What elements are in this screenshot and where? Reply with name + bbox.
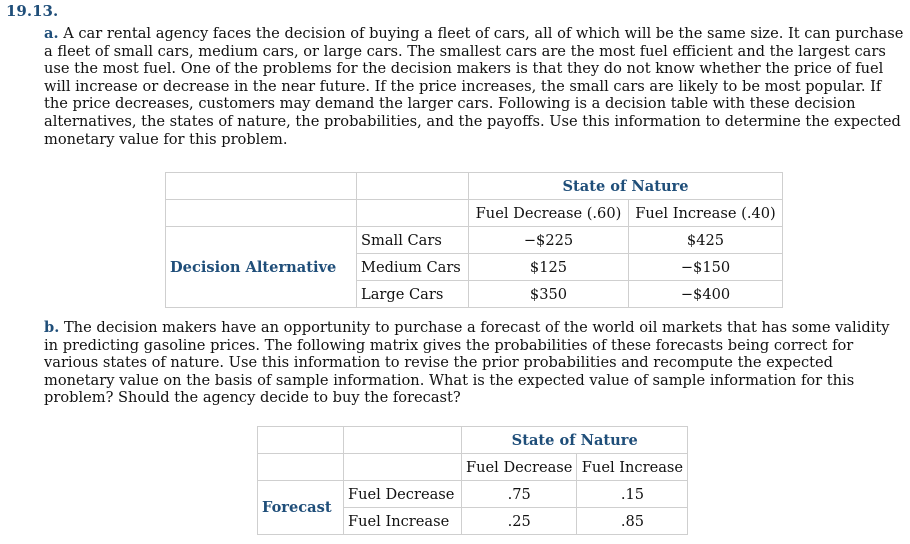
empty-cell bbox=[357, 173, 469, 200]
decision-alternative-header: Decision Alternative bbox=[166, 227, 357, 308]
probability-cell: .75 bbox=[462, 481, 577, 508]
forecast-header: Forecast bbox=[258, 481, 344, 535]
state-of-nature-header: State of Nature bbox=[462, 427, 688, 454]
table-row bbox=[166, 173, 783, 200]
row-label-large-cars: Large Cars bbox=[357, 281, 469, 308]
part-a-label: a. bbox=[44, 25, 59, 42]
table-row bbox=[166, 200, 783, 227]
state-header-fuel-increase: Fuel Increase (.40) bbox=[629, 200, 783, 227]
payoff-cell: $350 bbox=[469, 281, 629, 308]
part-b-paragraph bbox=[44, 319, 904, 407]
probability-cell: .15 bbox=[577, 481, 688, 508]
part-b-label: b. bbox=[44, 319, 60, 336]
empty-cell bbox=[357, 200, 469, 227]
table-row bbox=[166, 227, 783, 254]
forecast-table bbox=[257, 426, 688, 535]
empty-cell bbox=[258, 454, 344, 481]
row-label-medium-cars: Medium Cars bbox=[357, 254, 469, 281]
part-b-text: The decision makers have an opportunity to purchase a forecast of the world oil markets that has some validity in predicting gasoline prices. The following matrix gives the probabilities of these forecasts being correct for various states of nature. Use this information to revise the prior probabilities and recompute the expected monetary value on the basis of sample information. What is the expected value of sample information for this problem? Should the agency decide to buy the forecast? bbox=[44, 319, 890, 407]
row-label-small-cars: Small Cars bbox=[357, 227, 469, 254]
row-label-fuel-increase: Fuel Increase bbox=[344, 508, 462, 535]
state-header-fuel-decrease: Fuel Decrease (.60) bbox=[469, 200, 629, 227]
row-label-fuel-decrease: Fuel Decrease bbox=[344, 481, 462, 508]
empty-cell bbox=[258, 427, 344, 454]
table-row bbox=[258, 427, 688, 454]
part-a-text: A car rental agency faces the decision of buying a fleet of cars, all of which will be the same size. It can purchase a fleet of small cars, medium cars, or large cars. The smallest cars are the most fuel efficient and the largest cars use the most fuel. One of the problems for the decision makers is that they do not know whether the price of fuel will increase or decrease in the near future. If the price increases, the small cars are likely to be most popular. If the price decreases, customers may demand the larger cars. Following is a decision table with these decision alternatives, the states of nature, the probabilities, and the payoffs. Use this information to determine the expected monetary value for this problem. bbox=[44, 25, 904, 148]
empty-cell bbox=[166, 173, 357, 200]
empty-cell bbox=[344, 427, 462, 454]
state-header-fuel-decrease: Fuel Decrease bbox=[462, 454, 577, 481]
payoff-cell: −$225 bbox=[469, 227, 629, 254]
decision-table bbox=[165, 172, 783, 308]
part-a-paragraph bbox=[44, 25, 904, 148]
payoff-cell: −$400 bbox=[629, 281, 783, 308]
state-of-nature-header: State of Nature bbox=[469, 173, 783, 200]
state-header-fuel-increase: Fuel Increase bbox=[577, 454, 688, 481]
payoff-cell: −$150 bbox=[629, 254, 783, 281]
empty-cell bbox=[344, 454, 462, 481]
table-row bbox=[258, 481, 688, 508]
probability-cell: .25 bbox=[462, 508, 577, 535]
empty-cell bbox=[166, 200, 357, 227]
payoff-cell: $125 bbox=[469, 254, 629, 281]
probability-cell: .85 bbox=[577, 508, 688, 535]
table-row bbox=[258, 454, 688, 481]
payoff-cell: $425 bbox=[629, 227, 783, 254]
problem-number: 19.13. bbox=[6, 2, 59, 20]
